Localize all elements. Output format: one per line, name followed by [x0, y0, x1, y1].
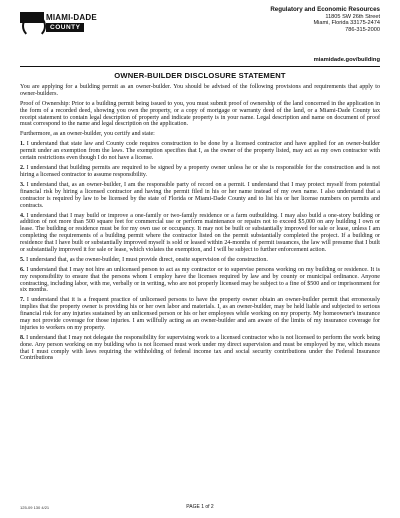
- item-number: 6.: [20, 266, 25, 273]
- header-street: 11805 SW 26th Street: [325, 13, 380, 20]
- county-logo: [20, 12, 97, 36]
- item-text: I understand that I may not hire an unlicensed person to act as my contractor or to supervise persons working on my building or residence. It is my responsibility to ensure that the persons whom I employ have the licenses required by law and by county or municipal ordinance. Anyone contracting, including labor, with me, verbally or in writing, who are not properly licensed may be subject to a fine of $500 and or imprisonment for six months.: [20, 266, 380, 294]
- header-city: Miami, Florida 33175-2474: [313, 20, 380, 27]
- item-number: 7.: [20, 297, 25, 304]
- item-1: [20, 141, 380, 162]
- item-text: I understand that state law and County code requires construction to be done by a licensed contractor and have applied for an owner-builder permit under an exemption from the laws. The exemption specifies that I, as the owner of the property listed, may act as my own contractor with certain restrictions even though I do not have a license.: [20, 141, 380, 162]
- item-8: [20, 335, 380, 362]
- item-text: I understand that I may build or improve a one-family or two-family residence or a farm outbuilding. I may also build a one-story building or addition of not more than 500 square feet for commercial use or perform maintenance or repairs not to exceed $5,000 on any building I own or lease. The building or residence must be for my own use or occupancy. It may not be built or substantially improved for sale or lease, unless I am completing the requirements of a building permit where the contractor listed on the permit substantially completed the project. If a building or residence that I have built or substantially improved myself is sold or leased within 24-months of permit issuances, the law will presume that I built or substantially improved it for sale or lease, which violates the exemption, and I will be subject to further enforcement action.: [20, 212, 380, 253]
- item-7: [20, 297, 380, 331]
- form-code: 125-09 130 4/21: [20, 505, 50, 510]
- header-address: [270, 7, 380, 33]
- item-5: [20, 257, 380, 264]
- document-title: OWNER-BUILDER DISCLOSURE STATEMENT: [114, 71, 286, 80]
- item-number: 4.: [20, 212, 25, 219]
- certify-paragraph: Furthermore, as an owner-builder, you certify and state:: [20, 131, 155, 138]
- item-2: [20, 165, 380, 179]
- intro-paragraph: You are applying for a building permit as an owner-builder. You should be advised of the following provisions and requirements that apply to owner-builders.: [20, 84, 380, 97]
- item-text: I understand that, as an owner-builder, I am the responsible party of record on a permit. I understand that I may protect myself from potential financial risk by hiring a licensed contractor and having the permit filed in his or her name instead of my own name. I also understand that a contractor is required by law to be licensed by the state of Florida or Miami-Dade County and to list his or her license numbers on permits and contracts.: [20, 182, 380, 209]
- item-number: 1.: [20, 141, 25, 148]
- item-number: 2.: [20, 165, 25, 172]
- header-phone: 786-315-2000: [345, 26, 380, 33]
- document-body: [20, 84, 380, 365]
- item-number: 5.: [20, 256, 25, 263]
- logo-arc: [22, 14, 46, 38]
- item-text: I understand that, as the owner-builder, I must provide direct, onsite supervision of the construction.: [26, 256, 268, 263]
- item-text: I understand that building permits are required to be signed by a property owner unless he or she is responsible for the construction and is not hiring a licensed contractor to assume responsibility.: [20, 165, 380, 179]
- proof-paragraph: Proof of Ownership: Prior to a building permit being issued to you, you must submit proof of ownership of the land concerned in the application in the form of a recorded deed, showing you own the property, or a copy of mortgage or warranty deed of the land, or a Miami-Dade County tax receipt statement to contain legal description of property and indicate property is in your name. Legal description and name on document of proof must correspond to the name and legal description on the application.: [20, 100, 380, 128]
- header-org: Regulatory and Economic Resources: [270, 6, 380, 13]
- header-website: miamidade.gov/building: [313, 57, 380, 63]
- page-number: PAGE 1 of 2: [186, 504, 214, 510]
- item-6: [20, 267, 380, 294]
- item-3: [20, 182, 380, 209]
- item-4: [20, 213, 380, 254]
- item-text: I understand that I may not delegate the responsibility for supervising work to a licensed contractor who is not licensed to perform the work being done. Any person working on my building who is not licensed must work under my direct supervision and must be employed by me, which means that I must comply with laws requiring the withholding of federal income tax and social security contributions under the Federal Insurance Contributions: [20, 334, 381, 362]
- item-number: 3.: [20, 182, 25, 189]
- item-text: I understand that it is a frequent practice of unlicensed persons to have the property owner obtain an owner-builder permit that erroneously implies that the property owner is providing his or her own labor and materials. I, as an owner-builder, may be held liable and subjected to serious financial risk for any injuries sustained by an unlicensed person or his or her employees while working on my property. My homeowner's insurance may not provide coverage for those injuries. I am willfully acting as an owner-builder and am aware of the limits of my insurance coverage for injuries to workers on my property.: [20, 297, 380, 331]
- logo-text-line1: MIAMI-DADE: [46, 13, 97, 22]
- item-number: 8.: [20, 334, 25, 341]
- header-divider: [20, 66, 380, 67]
- logo-text-line2: COUNTY: [46, 23, 84, 32]
